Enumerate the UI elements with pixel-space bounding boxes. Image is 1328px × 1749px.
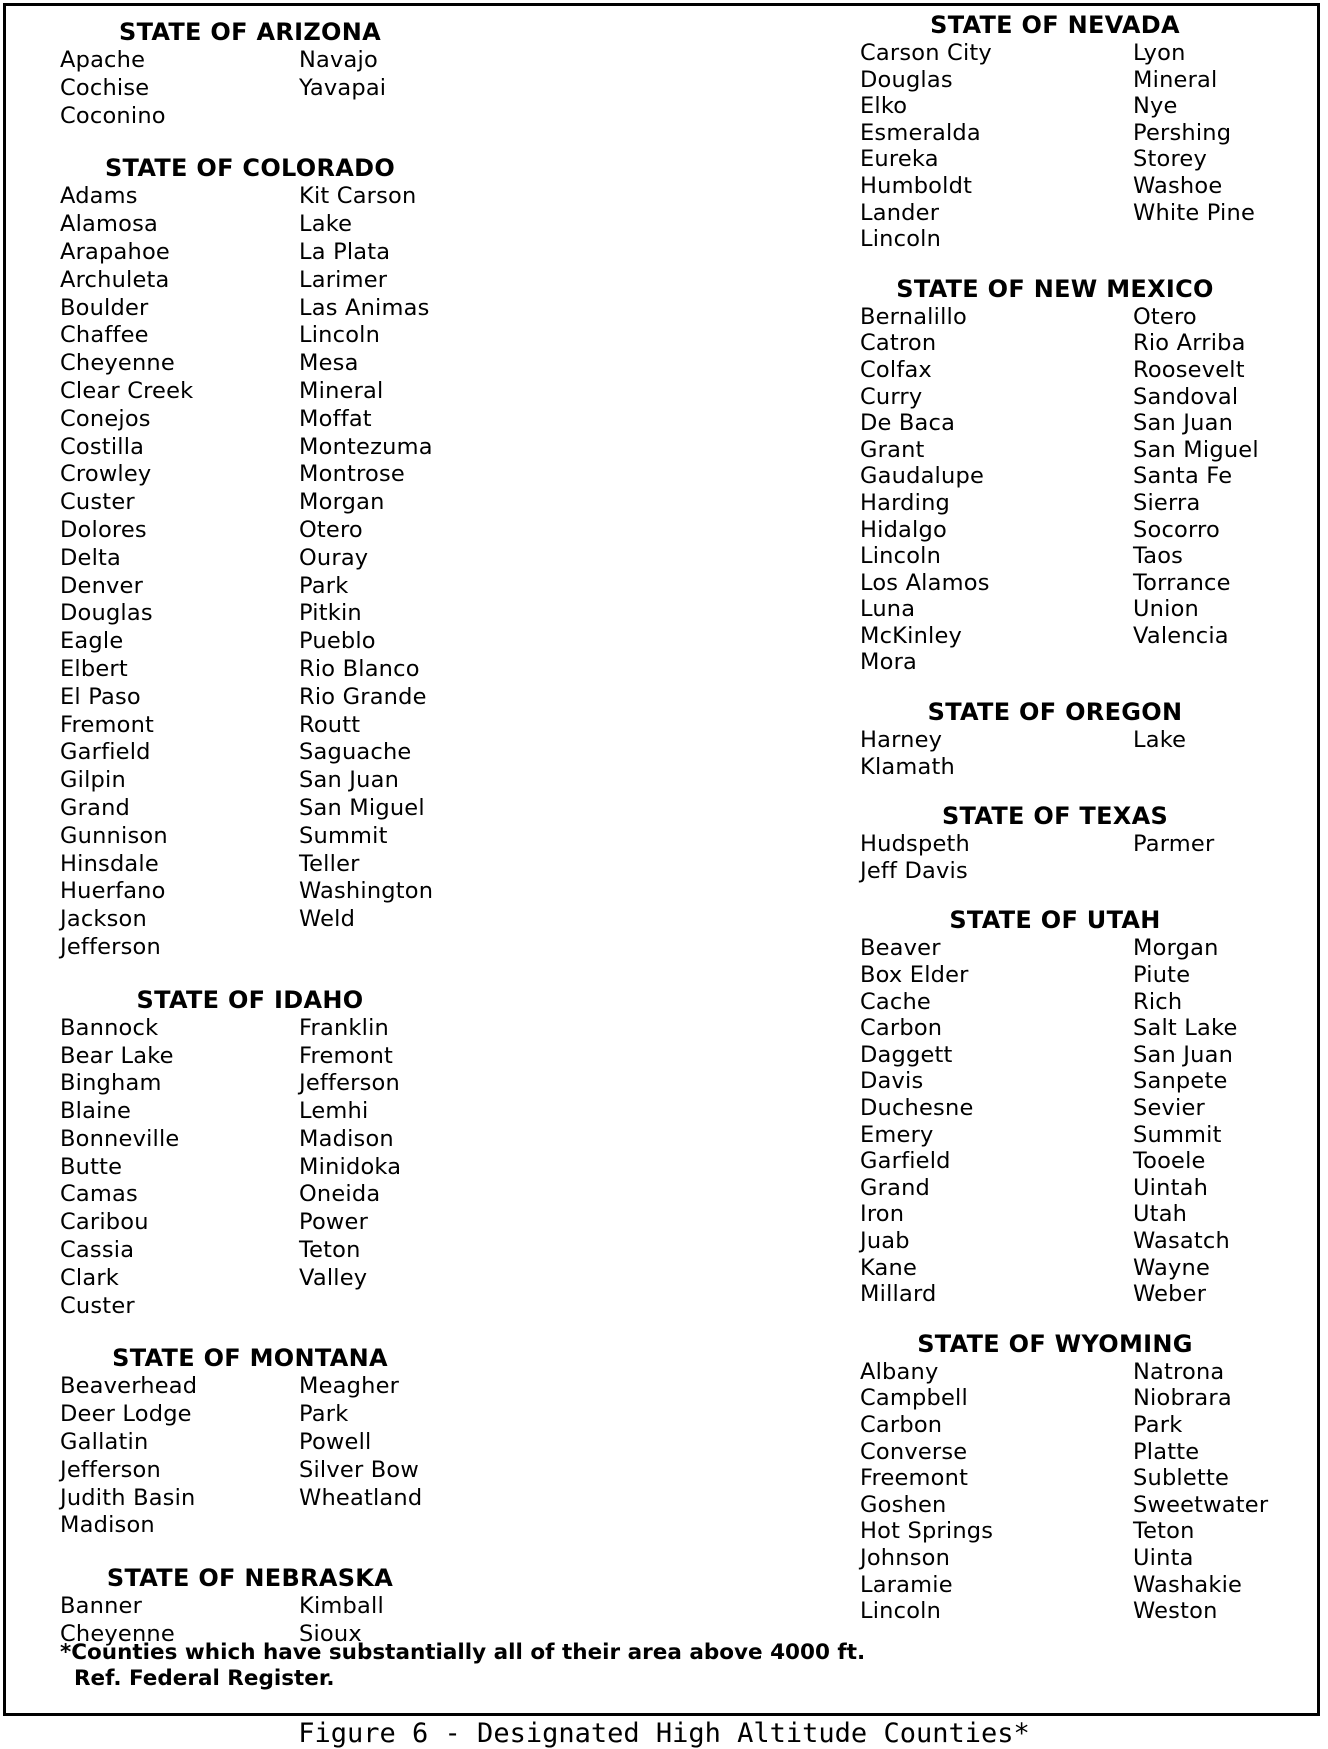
county-name: Washakie — [1133, 1571, 1243, 1598]
state-section-arizona — [60, 18, 580, 130]
county-name: Weston — [1133, 1598, 1218, 1625]
state-section-oregon — [860, 698, 1300, 780]
county-name: Douglas — [860, 66, 953, 93]
county-name: Morgan — [299, 489, 385, 516]
county-name: Deer Lodge — [60, 1401, 192, 1428]
county-name: Crowley — [60, 461, 152, 488]
county-name: Denver — [60, 572, 144, 599]
county-name: Rio Blanco — [299, 655, 420, 682]
county-name: Converse — [860, 1438, 968, 1465]
county-name: Garfield — [60, 739, 151, 766]
county-name: Humboldt — [860, 172, 973, 199]
county-name: Kit Carson — [299, 183, 417, 210]
county-name: Union — [1133, 596, 1200, 623]
county-name: Custer — [60, 489, 135, 516]
state-heading: STATE OF MONTANA — [112, 1344, 388, 1373]
county-name: Morgan — [1133, 935, 1219, 962]
county-name: Rio Grande — [299, 683, 427, 710]
county-name: Fremont — [299, 1042, 394, 1069]
county-name: Box Elder — [860, 962, 969, 989]
county-list — [60, 1373, 580, 1540]
county-name: Montezuma — [299, 433, 433, 460]
county-name: Moffat — [299, 405, 372, 432]
county-name: Sandoval — [1133, 383, 1239, 410]
county-name: Kane — [860, 1254, 918, 1281]
county-name: Minidoka — [299, 1153, 402, 1180]
county-name: Powell — [299, 1429, 372, 1456]
county-name: Mesa — [299, 350, 359, 377]
county-name: Yavapai — [299, 74, 387, 101]
county-list — [60, 1015, 580, 1321]
state-section-texas — [860, 802, 1300, 884]
county-name: Hidalgo — [860, 516, 947, 543]
county-name: Franklin — [299, 1014, 389, 1041]
county-name: Las Animas — [299, 294, 430, 321]
county-name: Curry — [860, 383, 923, 410]
county-name: Albany — [860, 1358, 939, 1385]
county-name: Uintah — [1133, 1174, 1209, 1201]
county-name: Pueblo — [299, 628, 376, 655]
county-list — [860, 727, 1300, 780]
county-name: Ouray — [299, 544, 369, 571]
county-name: Montrose — [299, 461, 405, 488]
county-name: Dolores — [60, 516, 147, 543]
county-name: Hot Springs — [860, 1518, 994, 1545]
county-name: Lyon — [1133, 40, 1186, 66]
state-heading: STATE OF ARIZONA — [118, 18, 382, 46]
county-name: Eureka — [860, 146, 939, 173]
county-name: Weber — [1133, 1281, 1207, 1308]
county-name: Daggett — [860, 1041, 953, 1068]
county-name: Esmeralda — [860, 119, 981, 146]
state-section-nevada — [860, 11, 1300, 253]
county-list — [860, 831, 1300, 884]
footnote-line-2: Ref. Federal Register. — [74, 1666, 335, 1691]
state-section-colorado — [60, 154, 580, 961]
state-heading: STATE OF IDAHO — [136, 985, 364, 1014]
county-name: Beaverhead — [60, 1373, 198, 1400]
county-name: Campbell — [860, 1385, 968, 1412]
county-name: San Miguel — [299, 794, 425, 821]
county-name: Tooele — [1133, 1148, 1206, 1175]
county-name: Silver Bow — [299, 1456, 419, 1483]
county-name: Juab — [860, 1227, 910, 1254]
county-name: Gaudalupe — [860, 463, 984, 490]
county-name: White Pine — [1133, 199, 1256, 226]
county-name: Sublette — [1133, 1465, 1230, 1492]
county-name: Adams — [60, 183, 138, 210]
county-name: Roosevelt — [1133, 356, 1245, 383]
county-name: Cheyenne — [60, 1621, 175, 1648]
county-name: Valencia — [1133, 622, 1229, 649]
county-name: Madison — [299, 1125, 394, 1152]
county-name: Iron — [860, 1201, 905, 1228]
county-name: Valley — [299, 1264, 368, 1291]
county-name: Davis — [860, 1068, 924, 1095]
county-name: Utah — [1133, 1201, 1188, 1228]
county-name: Park — [299, 1401, 349, 1428]
county-name: Teton — [1133, 1518, 1195, 1545]
county-name: Kimball — [299, 1593, 384, 1620]
county-name: Apache — [60, 47, 146, 73]
county-name: Gunnison — [60, 822, 168, 849]
state-section-new-mexico — [860, 275, 1300, 676]
county-name: Fremont — [60, 711, 155, 738]
county-name: Grand — [860, 1174, 931, 1201]
county-name: Piute — [1133, 962, 1191, 989]
county-name: Routt — [299, 711, 361, 738]
county-name: Conejos — [60, 405, 151, 432]
county-name: Beaver — [860, 935, 941, 962]
county-name: Elbert — [60, 655, 128, 682]
state-section-utah — [860, 906, 1300, 1307]
county-name: Wasatch — [1133, 1227, 1230, 1254]
state-heading: STATE OF OREGON — [927, 698, 1183, 727]
county-name: Carson City — [860, 40, 992, 66]
county-name: Custer — [60, 1292, 135, 1319]
county-name: Lake — [299, 211, 353, 238]
county-name: Bonneville — [60, 1125, 180, 1152]
county-name: Socorro — [1133, 516, 1220, 543]
county-name: Sevier — [1133, 1095, 1205, 1121]
county-name: Oneida — [299, 1181, 381, 1208]
state-heading: STATE OF UTAH — [949, 906, 1161, 935]
state-heading: STATE OF NEW MEXICO — [896, 274, 1214, 303]
county-name: La Plata — [299, 238, 391, 265]
county-name: Lake — [1133, 727, 1187, 754]
county-name: Douglas — [60, 600, 153, 627]
county-name: Meagher — [299, 1373, 400, 1400]
county-name: Parmer — [1133, 831, 1215, 858]
county-name: San Juan — [299, 767, 400, 794]
county-name: Lincoln — [860, 226, 942, 253]
county-name: Washoe — [1133, 172, 1223, 199]
county-name: San Juan — [1133, 1041, 1234, 1068]
county-name: Caribou — [60, 1209, 149, 1236]
county-name: Lincoln — [860, 1598, 942, 1625]
state-section-nebraska — [60, 1564, 580, 1649]
county-name: Jefferson — [299, 1070, 400, 1097]
county-name: Elko — [860, 93, 908, 120]
footnote — [60, 1640, 960, 1692]
county-name: Salt Lake — [1133, 1015, 1238, 1042]
county-name: Torrance — [1133, 569, 1231, 596]
county-name: Klamath — [860, 753, 955, 780]
county-name: Lemhi — [299, 1098, 369, 1125]
county-name: Camas — [60, 1181, 138, 1208]
county-name: Harney — [860, 727, 943, 754]
county-name: Clark — [60, 1264, 120, 1291]
county-name: Judith Basin — [60, 1484, 196, 1511]
figure-caption: Figure 6 - Designated High Altitude Counties* — [298, 1718, 1030, 1749]
county-name: Teton — [299, 1237, 361, 1264]
county-name: Alamosa — [60, 211, 159, 238]
county-name: Costilla — [60, 433, 145, 460]
state-heading: STATE OF NEBRASKA — [106, 1564, 394, 1593]
county-name: Jackson — [60, 906, 147, 933]
county-name: Archuleta — [60, 266, 170, 293]
county-name: Boulder — [60, 294, 149, 321]
county-name: Bear Lake — [60, 1042, 174, 1069]
county-name: Mora — [860, 649, 918, 676]
county-name: Jeff Davis — [860, 857, 968, 884]
county-name: Storey — [1133, 146, 1207, 173]
county-name: Gallatin — [60, 1429, 149, 1456]
county-name: Santa Fe — [1133, 463, 1233, 490]
county-name: Rio Arriba — [1133, 330, 1246, 357]
county-name: Power — [299, 1209, 369, 1236]
county-name: Mineral — [299, 377, 384, 404]
county-name: Chaffee — [60, 322, 149, 349]
county-name: Garfield — [860, 1148, 951, 1175]
county-name: Freemont — [860, 1465, 969, 1492]
county-name: Johnson — [860, 1544, 951, 1571]
state-section-wyoming — [860, 1330, 1300, 1625]
county-name: Otero — [1133, 303, 1197, 330]
county-name: Los Alamos — [860, 569, 990, 596]
county-name: Taos — [1133, 543, 1184, 570]
county-name: Lander — [860, 199, 940, 226]
county-name: Cheyenne — [60, 350, 175, 377]
county-name: Platte — [1133, 1438, 1200, 1465]
county-name: Park — [1133, 1411, 1183, 1438]
county-name: Carbon — [860, 1015, 943, 1042]
county-name: Banner — [60, 1593, 143, 1620]
county-name: Grant — [860, 436, 925, 463]
county-name: Laramie — [860, 1571, 953, 1598]
county-name: San Miguel — [1133, 436, 1259, 463]
county-name: Natrona — [1133, 1358, 1225, 1385]
county-name: San Juan — [1133, 410, 1234, 437]
state-heading: STATE OF COLORADO — [104, 154, 396, 183]
county-name: Grand — [60, 794, 131, 821]
county-name: Bernalillo — [860, 303, 967, 330]
county-name: Navajo — [299, 47, 378, 73]
state-section-idaho — [60, 986, 580, 1321]
county-name: Millard — [860, 1281, 937, 1308]
left-column — [60, 18, 580, 1673]
county-name: De Baca — [860, 410, 956, 437]
state-heading: STATE OF WYOMING — [917, 1329, 1193, 1358]
county-name: Rich — [1133, 988, 1183, 1015]
county-name: Saguache — [299, 739, 412, 766]
county-name: Nye — [1133, 93, 1178, 120]
county-name: Arapahoe — [60, 238, 170, 265]
county-name: El Paso — [60, 683, 141, 710]
county-list — [860, 40, 1300, 253]
county-name: Pershing — [1133, 119, 1232, 146]
county-name: McKinley — [860, 622, 963, 649]
county-name: Wheatland — [299, 1484, 423, 1511]
county-name: Butte — [60, 1153, 123, 1180]
county-name: Duchesne — [860, 1095, 974, 1121]
county-name: Goshen — [860, 1491, 947, 1518]
county-name: Sierra — [1133, 489, 1201, 516]
county-name: Uinta — [1133, 1544, 1194, 1571]
county-name: Sweetwater — [1133, 1491, 1269, 1518]
county-name: Catron — [860, 330, 937, 357]
county-name: Hudspeth — [860, 831, 970, 858]
county-name: Sanpete — [1133, 1068, 1228, 1095]
county-name: Niobrara — [1133, 1385, 1232, 1412]
county-name: Delta — [60, 544, 122, 571]
county-name: Eagle — [60, 628, 124, 655]
county-name: Gilpin — [60, 767, 126, 794]
county-name: Jefferson — [60, 933, 161, 960]
county-name: Madison — [60, 1512, 155, 1539]
county-name: Huerfano — [60, 878, 166, 905]
county-name: Lincoln — [860, 543, 942, 570]
county-name: Cochise — [60, 74, 150, 101]
county-name: Sioux — [299, 1621, 362, 1648]
state-heading: STATE OF NEVADA — [930, 11, 1180, 39]
county-list — [860, 304, 1300, 676]
county-name: Washington — [299, 878, 434, 905]
county-list — [860, 935, 1300, 1307]
county-name: Blaine — [60, 1098, 132, 1125]
county-name: Emery — [860, 1121, 934, 1148]
state-section-montana — [60, 1344, 580, 1540]
county-name: Carbon — [860, 1411, 943, 1438]
county-name: Harding — [860, 489, 951, 516]
county-name: Jefferson — [60, 1456, 161, 1483]
county-name: Pitkin — [299, 600, 362, 627]
county-name: Wayne — [1133, 1254, 1211, 1281]
county-name: Summit — [1133, 1121, 1222, 1148]
county-name: Luna — [860, 596, 916, 623]
county-name: Hinsdale — [60, 850, 159, 877]
county-name: Clear Creek — [60, 377, 194, 404]
county-name: Larimer — [299, 266, 388, 293]
county-name: Otero — [299, 516, 363, 543]
county-name: Cassia — [60, 1237, 135, 1264]
right-column — [860, 11, 1300, 1647]
county-list — [860, 1359, 1300, 1625]
county-name: Lincoln — [299, 322, 381, 349]
county-name: Teller — [299, 850, 360, 877]
county-name: Mineral — [1133, 66, 1218, 93]
county-name: Coconino — [60, 102, 166, 129]
county-name: Weld — [299, 906, 356, 933]
footnote-line-1: *Counties which have substantially all of their area above 4000 ft. — [60, 1640, 866, 1665]
state-heading: STATE OF TEXAS — [941, 802, 1169, 831]
county-name: Bingham — [60, 1070, 162, 1097]
county-name: Summit — [299, 822, 388, 849]
county-name: Bannock — [60, 1014, 159, 1041]
county-name: Park — [299, 572, 349, 599]
county-list — [60, 183, 580, 961]
county-name: Cache — [860, 988, 931, 1015]
county-list — [60, 47, 580, 130]
county-name: Colfax — [860, 356, 932, 383]
